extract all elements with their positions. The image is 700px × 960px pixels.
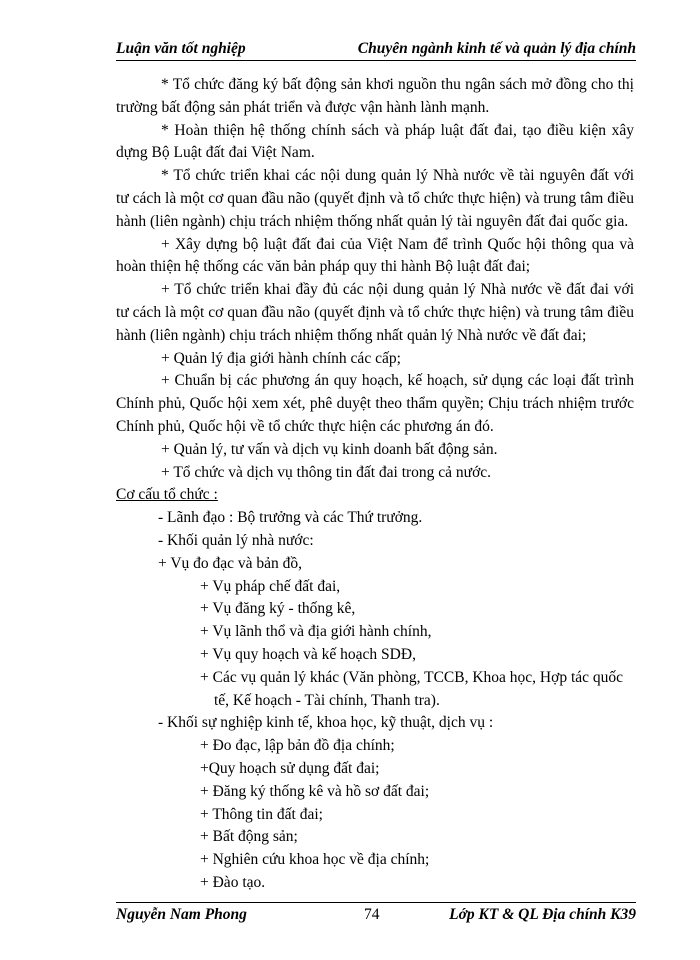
list-item: + Nghiên cứu khoa học về địa chính; [200, 851, 430, 869]
list-item: + Vụ đo đạc và bản đồ, [158, 554, 303, 572]
paragraph: + Quản lý, tư vấn và dịch vụ kinh doanh bất động sản. [161, 440, 498, 458]
paragraph: + Xây dựng bộ luật đất đai của Việt Nam để trình Quốc hội thông qua và hoàn thiện hệ thống các văn bản pháp quy thi hành Bộ luật đất đai; [116, 235, 634, 276]
list-item: + Vụ quy hoạch và kế hoạch SDĐ, [200, 645, 416, 663]
paragraph: * Hoàn thiện hệ thống chính sách và pháp luật đất đai, tạo điều kiện xây dựng Bộ Luật đất đai Việt Nam. [116, 121, 634, 162]
page-body [116, 74, 634, 895]
list-item: + Thông tin đất đai; [200, 805, 323, 823]
paragraph: + Tổ chức và dịch vụ thông tin đất đai trong cả nước. [161, 463, 492, 481]
page-number: 74 [364, 906, 380, 923]
list-item: + Vụ pháp chế đất đai, [200, 577, 341, 595]
list-item: + Các vụ quản lý khác (Văn phòng, TCCB, Khoa học, Hợp tác quốc tế, Kế hoạch - Tài chính, Thanh tra). [200, 668, 624, 709]
footer-class: Lớp KT & QL Địa chính K39 [449, 906, 636, 923]
list-item-leadership: - Lãnh đạo : Bộ trưởng và các Thứ trưởng. [158, 509, 423, 527]
footer-author: Nguyễn Nam Phong [116, 906, 247, 923]
page-header [116, 40, 636, 61]
paragraph: + Tổ chức triển khai đầy đủ các nội dung quản lý Nhà nước về đất đai với tư cách là một cơ quan đầu não (quyết định và tổ chức thực hiện) và trung tâm điều hành (liên ngành) chịu trách nhiệm thống nhất quản lý Nhà nước về đất đai; [116, 281, 634, 344]
list-item: + Đào tạo. [200, 873, 266, 891]
list-item-service-block: - Khối sự nghiệp kinh tế, khoa học, kỹ thuật, dịch vụ : [158, 714, 494, 732]
list-item: + Vụ lãnh thổ và địa giới hành chính, [200, 623, 432, 641]
header-major: Chuyên ngành kinh tế và quản lý địa chính [357, 40, 636, 57]
list-item-management-block: - Khối quản lý nhà nước: [158, 531, 314, 549]
header-thesis-title: Luận văn tốt nghiệp [116, 40, 246, 57]
list-item: + Đo đạc, lập bản đồ địa chính; [200, 737, 395, 755]
paragraph: * Tổ chức triển khai các nội dung quản lý Nhà nước về tài nguyên đất với tư cách là một cơ quan đầu não (quyết định và tổ chức thực hiện) và trung tâm điều hành (liên ngành) chịu trách nhiệm thống nhất quản lý tài nguyên đất đai quốc gia. [116, 167, 634, 230]
section-heading: Cơ cấu tổ chức : [116, 486, 218, 504]
list-item: + Bất động sản; [200, 828, 298, 846]
paragraph: * Tổ chức đăng ký bất động sản khơi nguồn thu ngân sách mở đồng cho thị trường bất động sản phát triển và được vận hành lành mạnh. [116, 76, 634, 116]
list-item: + Đăng ký thống kê và hồ sơ đất đai; [200, 782, 430, 800]
list-item: +Quy hoạch sử dụng đất đai; [200, 759, 380, 777]
list-item: + Vụ đăng ký - thống kê, [200, 600, 356, 618]
page-footer [116, 902, 636, 927]
paragraph: + Quản lý địa giới hành chính các cấp; [161, 349, 401, 367]
paragraph: + Chuẩn bị các phương án quy hoạch, kế hoạch, sử dụng các loại đất trình Chính phủ, Quốc hội xem xét, phê duyệt theo thẩm quyền; Chịu trách nhiệm trước Chính phủ, Quốc hội về tổ chức thực hiện các phương án đó. [116, 372, 634, 435]
